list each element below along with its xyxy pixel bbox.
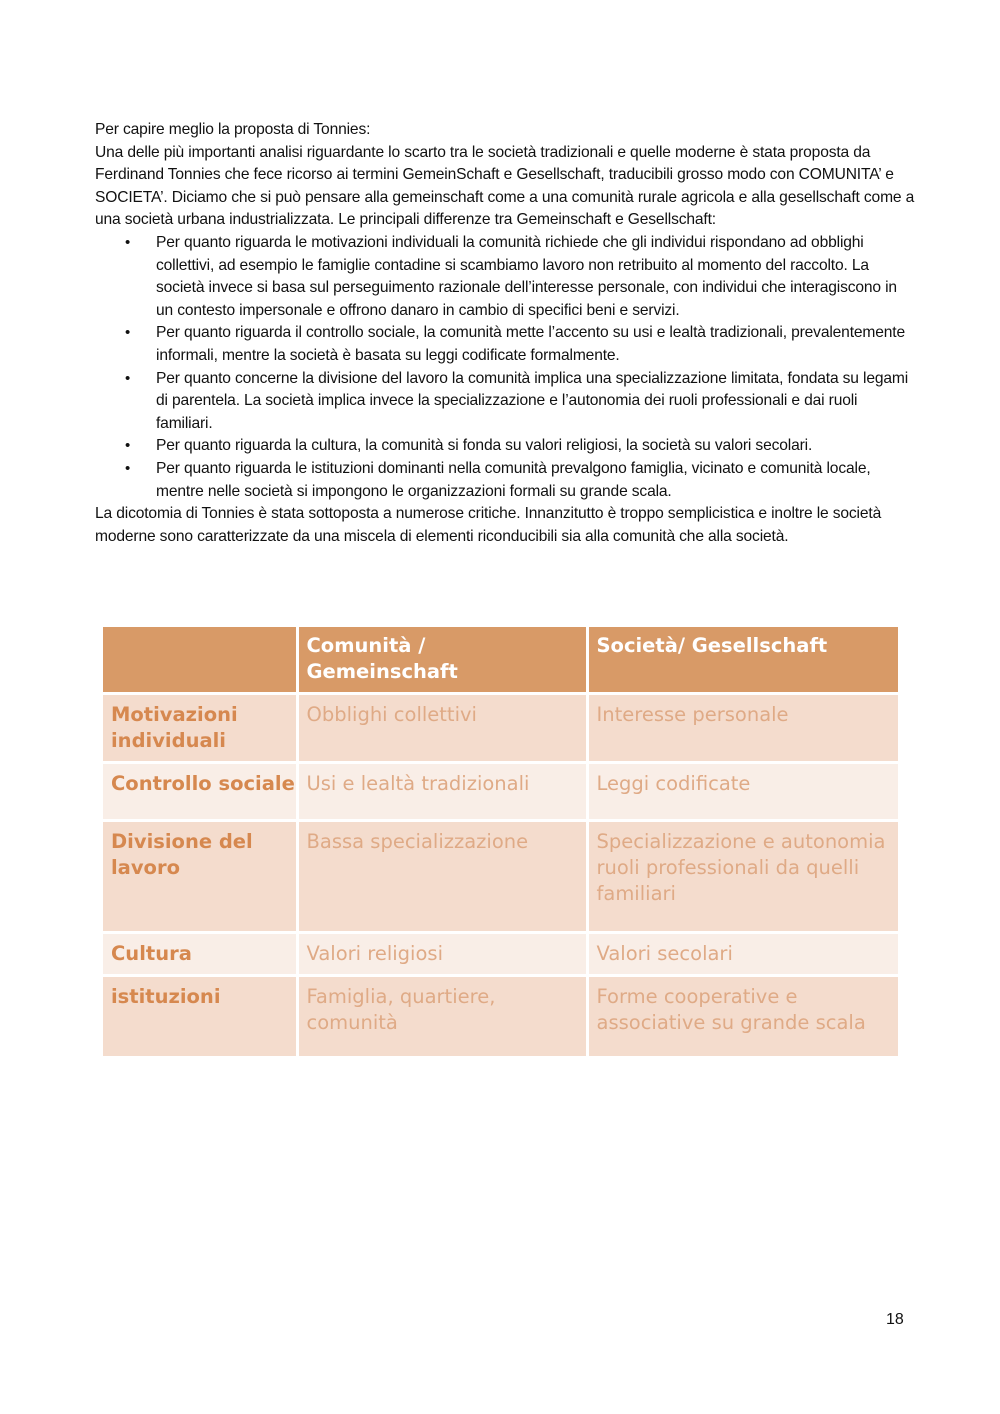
table-cell: Interesse personale (587, 694, 898, 763)
row-label: Controllo sociale (103, 763, 297, 821)
table-row (103, 763, 898, 821)
bullet-icon: • (125, 437, 131, 455)
table-cell: Bassa specializzazione (297, 821, 587, 933)
row-label: Divisione del lavoro (103, 821, 297, 933)
header-empty-cell (103, 627, 297, 694)
table-row (103, 694, 898, 763)
header-comunita: Comunità / Gemeinschaft (297, 627, 587, 694)
bullet-icon: • (125, 233, 131, 251)
row-label: istituzioni (103, 976, 297, 1058)
body-text (95, 119, 915, 548)
row-label: Cultura (103, 933, 297, 976)
paragraph-1: Una delle più importanti analisi riguardante lo scarto tra le società tradizionali e quelle moderne è stata proposta da Ferdinand Tonnies che fece ricorso ai termini GemeinSchaft e Gesellschaft, traducibili grosso modo con COMUNITA’ e SOCIETA’. Diciamo che si può pensare alla gemeinschaft come a una comunità rurale agricola e alla gesellschaft come a una società urbana industrializzata. Le principali differenze tra Gemeinschaft e Gesellschaft: (95, 143, 915, 229)
table-cell: Specializzazione e autonomia ruoli professionali da quelli familiari (587, 821, 898, 933)
comparison-table (103, 627, 898, 1059)
table-cell: Obblighi collettivi (297, 694, 587, 763)
paragraph-2: La dicotomia di Tonnies è stata sottoposta a numerose critiche. Innanzitutto è troppo semplicistica e inoltre le società moderne sono caratterizzate da una miscela di elementi riconducibili sia alla comunità che alla società. (95, 505, 882, 545)
table-row (103, 933, 898, 976)
table-cell: Valori religiosi (297, 933, 587, 976)
table-cell: Usi e lealtà tradizionali (297, 763, 587, 821)
bullet-icon: • (125, 369, 131, 387)
table-cell: Forme cooperative e associative su grande scala (587, 976, 898, 1058)
row-label: Motivazioni individuali (103, 694, 297, 763)
table-row (103, 976, 898, 1058)
list-item: • Per quanto riguarda il controllo sociale, la comunità mette l’accento su usi e lealtà tradizionali, prevalentemente informali, mentre la società è basata su leggi codificate formalmente. (125, 324, 905, 364)
header-societa: Società/ Gesellschaft (587, 627, 898, 694)
table-cell: Valori secolari (587, 933, 898, 976)
differences-list (95, 232, 915, 503)
table-cell: Famiglia, quartiere, comunità (297, 976, 587, 1058)
table-header-row (103, 627, 898, 694)
page-number: 18 (886, 1311, 904, 1328)
list-item: • Per quanto riguarda le istituzioni dominanti nella comunità prevalgono famiglia, vicinato e comunità locale, mentre nelle società si impongono le organizzazioni formali su grande scala. (125, 459, 871, 500)
table-cell: Leggi codificate (587, 763, 898, 821)
list-item: • Per quanto riguarda la cultura, la comunità si fonda su valori religiosi, la società su valori secolari. (95, 435, 915, 458)
bullet-icon: • (125, 324, 131, 342)
intro-line: Per capire meglio la proposta di Tonnies: (95, 121, 371, 138)
list-item: • Per quanto riguarda le motivazioni individuali la comunità richiede che gli individui rispondano ad obblighi collettivi, ad esempio le famiglie contadine si scambiamo lavoro non retribuito al momento del raccolto. La società invece si basa sul perseguimento razionale dell’interesse personale, con individui che interagiscono in un contesto impersonale e offrono danaro in cambio di specifici beni e servizi. (125, 233, 897, 319)
bullet-icon: • (125, 459, 131, 477)
table-row (103, 821, 898, 933)
list-item: • Per quanto concerne la divisione del lavoro la comunità implica una specializzazione limitata, fondata su legami di parentela. La società implica invece la specializzazione e l’autonomia dei ruoli professionali e dai ruoli familiari. (125, 369, 909, 432)
